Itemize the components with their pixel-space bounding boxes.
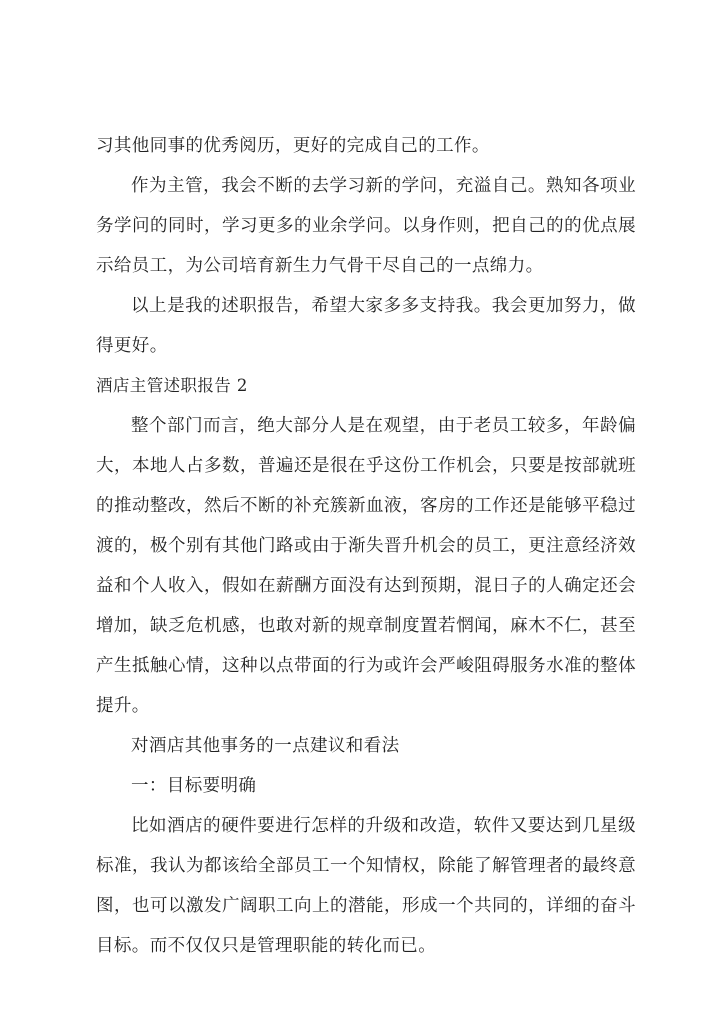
paragraph-department-situation: 整个部门而言，绝大部分人是在观望，由于老员工较多，年龄偏大，本地人占多数，普遍还是很在乎这份工作机会，只要是按部就班的推动整改，然后不断的补充簇新血液，客房的工作还是能够平稳过渡的，极个别有其他门路或由于渐失晋升机会的员工，更注意经济效益和个人收入，假如在薪酬方面没有达到预期，混日子的人确定还会增加，缺乏危机感，也敢对新的规章制度置若惘闻，麻木不仁，甚至产生抵触心情，这种以点带面的行为或许会严峻阻碍服务水准的整体提升。 <box>96 416 636 716</box>
paragraph-suggestions-intro: 对酒店其他事务的一点建议和看法 <box>131 736 400 756</box>
section-heading-report-2: 酒店主管述职报告 2 <box>96 376 248 395</box>
paragraph-continuation: 习其他同事的优秀阅历，更好的完成自己的工作。 <box>96 136 490 156</box>
paragraph-closing-remarks: 以上是我的述职报告，希望大家多多支持我。我会更加努力，做得更好。 <box>96 296 636 356</box>
paragraph-supervisor-learning: 作为主管，我会不断的去学习新的学问，充溢自己。熟知各项业务学问的同时，学习更多的业余学问。以身作则，把自己的的优点展示给员工，为公司培育新生力气骨干尽自己的一点绵力。 <box>96 176 636 276</box>
paragraph-goal-details: 比如酒店的硬件要进行怎样的升级和改造，软件又要达到几星级标准，我认为都该给全部员工一个知情权，除能了解管理者的最终意图，也可以激发广阔职工向上的潜能，形成一个共同的，详细的奋斗目标。而不仅仅只是管理职能的转化而已。 <box>96 816 636 956</box>
paragraph-goal-heading: 一：目标要明确 <box>131 776 257 796</box>
document-body <box>96 126 636 966</box>
